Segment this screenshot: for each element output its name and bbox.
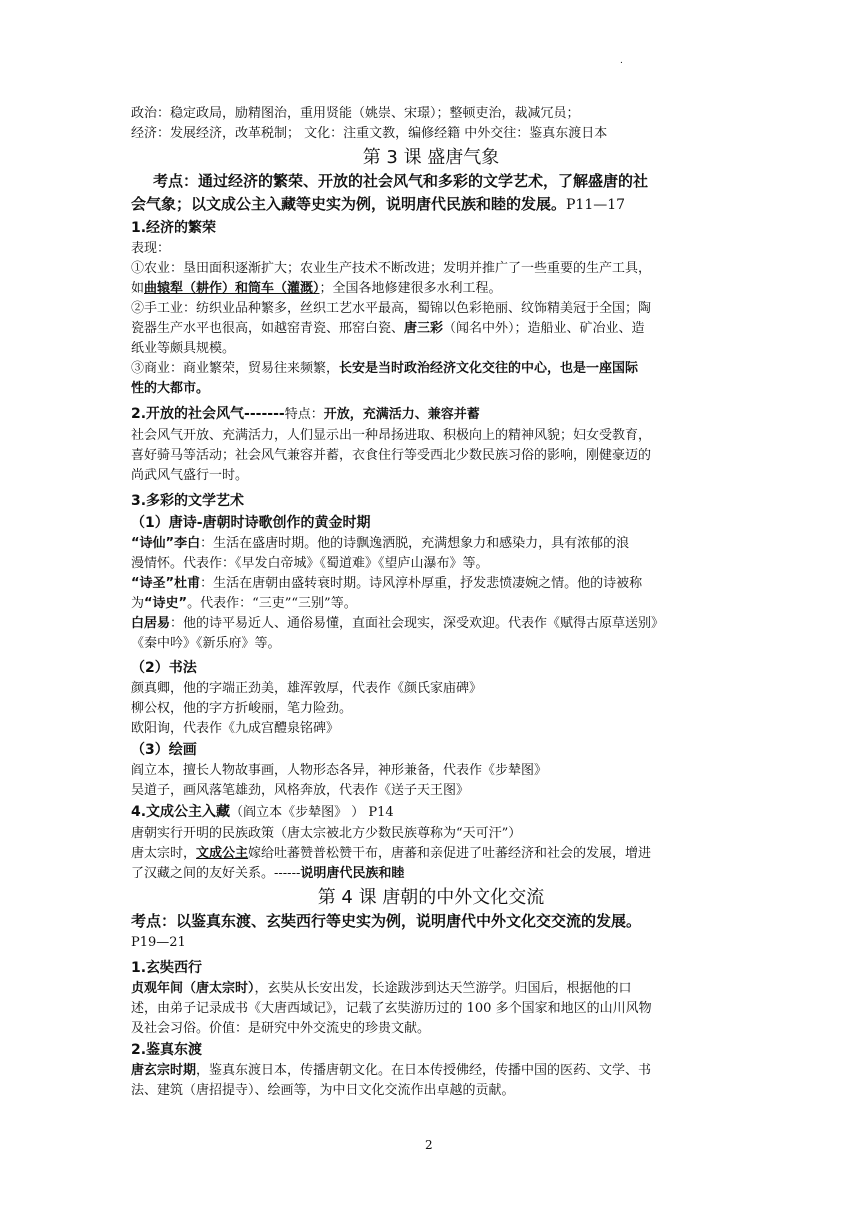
text: 4.文成公主入藏 <box>131 804 231 820</box>
exam-point-text: 会气象；以文成公主入藏等史实为例，说明唐代民族和睦的发展。 <box>131 195 567 213</box>
economy-line: 经济：发展经济，改革税制； 文化：注重文教，编修经籍 中外交往：鉴真东渡日本 <box>131 126 608 141</box>
jianzhen-line1 <box>131 1061 731 1081</box>
politics-line: 政治：稳定政局，励精图治，重用贤能（姚崇、宋璟）；整顿吏治，裁减冗员； <box>131 106 580 121</box>
calligraphy-title: （2）书法 <box>131 660 197 676</box>
text: 为 <box>131 596 145 611</box>
society-line3: 尚武风气盛行一时。 <box>131 468 249 483</box>
liugongquan-line: 柳公权，他的字方折峻丽，笔力险劲。 <box>131 701 353 716</box>
text: 瓷器生产水平也很高，如越窑青瓷、邢窑白瓷、 <box>131 321 405 336</box>
baijuyi-line2: 《秦中吟》《新乐府》等。 <box>131 636 281 651</box>
text: 了汉藏之间的友好关系。------ <box>131 866 301 881</box>
libai-name: “诗仙”李白 <box>131 536 201 551</box>
text: ；全国各地修建很多水利工程。 <box>319 281 502 296</box>
handicraft-line2 <box>131 319 731 339</box>
baijuyi-name: 白居易 <box>131 616 171 631</box>
dufu-name: “诗圣”杜甫 <box>131 576 201 591</box>
society-line2: 喜好骑马等活动；社会风气兼容并蓄，衣食住行等受西北少数民族习俗的影响，刚健豪迈的 <box>131 448 652 463</box>
poetry-title: （1）唐诗-唐朝时诗歌创作的黄金时期 <box>131 515 371 531</box>
wencheng-line1: 唐朝实行开明的民族政策（唐太宗被北方少数民族尊称为“天可汗”） <box>131 826 522 841</box>
xuanzang-line1 <box>131 979 731 999</box>
page-range: P11—17 <box>566 197 626 213</box>
text: 嫁给吐蕃赞普松赞干布，唐蕃和亲促进了吐蕃经济和社会的发展，增进 <box>248 846 652 861</box>
handicraft-line1: ②手工业：纺织业品种繁多，丝织工艺水平最高，蜀锦以色彩艳丽、纹饰精美冠于全国；陶 <box>131 301 652 316</box>
shishi-highlight: “诗史” <box>144 596 188 611</box>
text: （闻名中外）；造船业、矿冶业、造 <box>443 321 645 336</box>
commerce-line1 <box>131 359 731 379</box>
libai-line2: 漫情怀。代表作：《早发白帝城》《蜀道难》《望庐山瀑布》等。 <box>131 556 489 571</box>
jianzhen-line2: 法、建筑（唐招提寺）、绘画等，为中日文化交流作出卓越的贡献。 <box>131 1083 515 1098</box>
tangsancai-highlight: 唐三彩 <box>404 321 444 336</box>
wencheng-highlight: 文成公主 <box>196 846 249 861</box>
text: ，鉴真东渡日本，传播唐朝文化。在日本传授佛经，传播中国的医药、文学、书 <box>196 1063 652 1078</box>
section-xuanzang-title: 1.玄奘西行 <box>131 960 203 976</box>
section-jianzhen-title: 2.鉴真东渡 <box>131 1042 203 1058</box>
changan-highlight-cont: 性的大都市。 <box>131 381 210 396</box>
text: 。代表作：“三吏”“三别”等。 <box>187 596 357 611</box>
text: 如 <box>131 281 145 296</box>
zhenguan-highlight: 贞观年间（唐太宗时） <box>131 981 255 996</box>
section-society-title <box>131 403 731 426</box>
text: 特点： <box>284 407 324 422</box>
text: （阎立本《步辇图》 ） P14 <box>230 805 394 820</box>
lesson3-title: 第 3 课 盛唐气象 <box>362 147 500 168</box>
baijuyi-line1 <box>131 614 731 634</box>
changan-highlight: 长安是当时政治经济文化交往的中心，也是一座国际 <box>339 361 639 376</box>
text: 开放，充满活力、兼容并蓄 <box>323 407 480 422</box>
text: ③商业：商业繁荣，贸易往来频繁， <box>131 361 340 376</box>
xuanzang-line3: 及社会习俗。价值：是研究中外交流史的珍贵文献。 <box>131 1021 431 1036</box>
text: ：生活在唐朝由盛转衰时期。诗风淳朴厚重，抒发悲愤凄婉之情。他的诗被称 <box>200 576 643 591</box>
yanzhenqing-line: 颜真卿，他的字端正劲美，雄浑敦厚，代表作《颜氏家庙碑》 <box>131 681 483 696</box>
dufu-line2 <box>131 594 731 614</box>
handicraft-line3: 纸业等颇具规模。 <box>131 341 236 356</box>
yanliben-line: 阎立本，擅长人物故事画，人物形态各异，神形兼备，代表作《步辇图》 <box>131 763 548 778</box>
text: ：他的诗平易近人、通俗易懂，直面社会现实，深受欢迎。代表作《赋得古原草送别》 <box>170 616 665 631</box>
text: 唐太宗时， <box>131 846 197 861</box>
page-number: 2 <box>425 1138 433 1152</box>
tools-highlight: 曲辕犁（耕作）和筒车（灌溉） <box>144 281 320 296</box>
commerce-line2 <box>131 379 731 399</box>
economy-intro: 表现： <box>131 241 171 256</box>
header-dot: . <box>620 56 623 66</box>
wencheng-line2 <box>131 844 731 864</box>
xuanzang-line2: 述，由弟子记录成书《大唐西域记》，记载了玄奘游历过的 100 多个国家和地区的山川风物 <box>131 1001 652 1016</box>
xuanzong-highlight: 唐玄宗时期 <box>131 1063 197 1078</box>
lesson4-page-range: P19—21 <box>131 935 186 950</box>
text: ：生活在盛唐时期。他的诗飘逸洒脱，充满想象力和感染力，具有浓郁的浪 <box>200 536 630 551</box>
section-arts-title: 3.多彩的文学艺术 <box>131 493 245 509</box>
ouyangxun-line: 欧阳询，代表作《九成宫醴泉铭碑》 <box>131 721 340 736</box>
lesson3-exam-point-line1: 考点：通过经济的繁荣、开放的社会风气和多彩的文学艺术，了解盛唐的社 <box>153 172 649 190</box>
libai-line1 <box>131 534 731 554</box>
agriculture-line1: ①农业：垦田面积逐渐扩大；农业生产技术不断改进；发明并推广了一些重要的生产工具， <box>131 261 652 276</box>
agriculture-line2 <box>131 279 731 299</box>
wudaozi-line: 吴道子，画风落笔雄劲，风格奔放，代表作《送子天王图》 <box>131 783 470 798</box>
harmony-highlight: 说明唐代民族和睦 <box>300 866 405 881</box>
document-page <box>131 0 731 1101</box>
lesson4-exam-point-line1: 考点：以鉴真东渡、玄奘西行等史实为例，说明唐代中外文化交交流的发展。 <box>131 912 642 930</box>
painting-title: （3）绘画 <box>131 742 197 758</box>
lesson3-exam-point-line2 <box>131 193 731 217</box>
wencheng-line3 <box>131 864 731 884</box>
text: 2.开放的社会风气------- <box>131 406 285 422</box>
section-economy-title: 1.经济的繁荣 <box>131 220 217 236</box>
society-line1: 社会风气开放、充满活力，人们显示出一种昂扬进取、积极向上的精神风貌；妇女受教育， <box>131 428 652 443</box>
lesson4-title: 第 4 课 唐朝的中外文化交流 <box>317 887 545 908</box>
dufu-line1 <box>131 574 731 594</box>
section-wencheng-title <box>131 801 731 824</box>
text: ，玄奘从长安出发，长途跋涉到达天竺游学。归国后，根据他的口 <box>254 981 632 996</box>
